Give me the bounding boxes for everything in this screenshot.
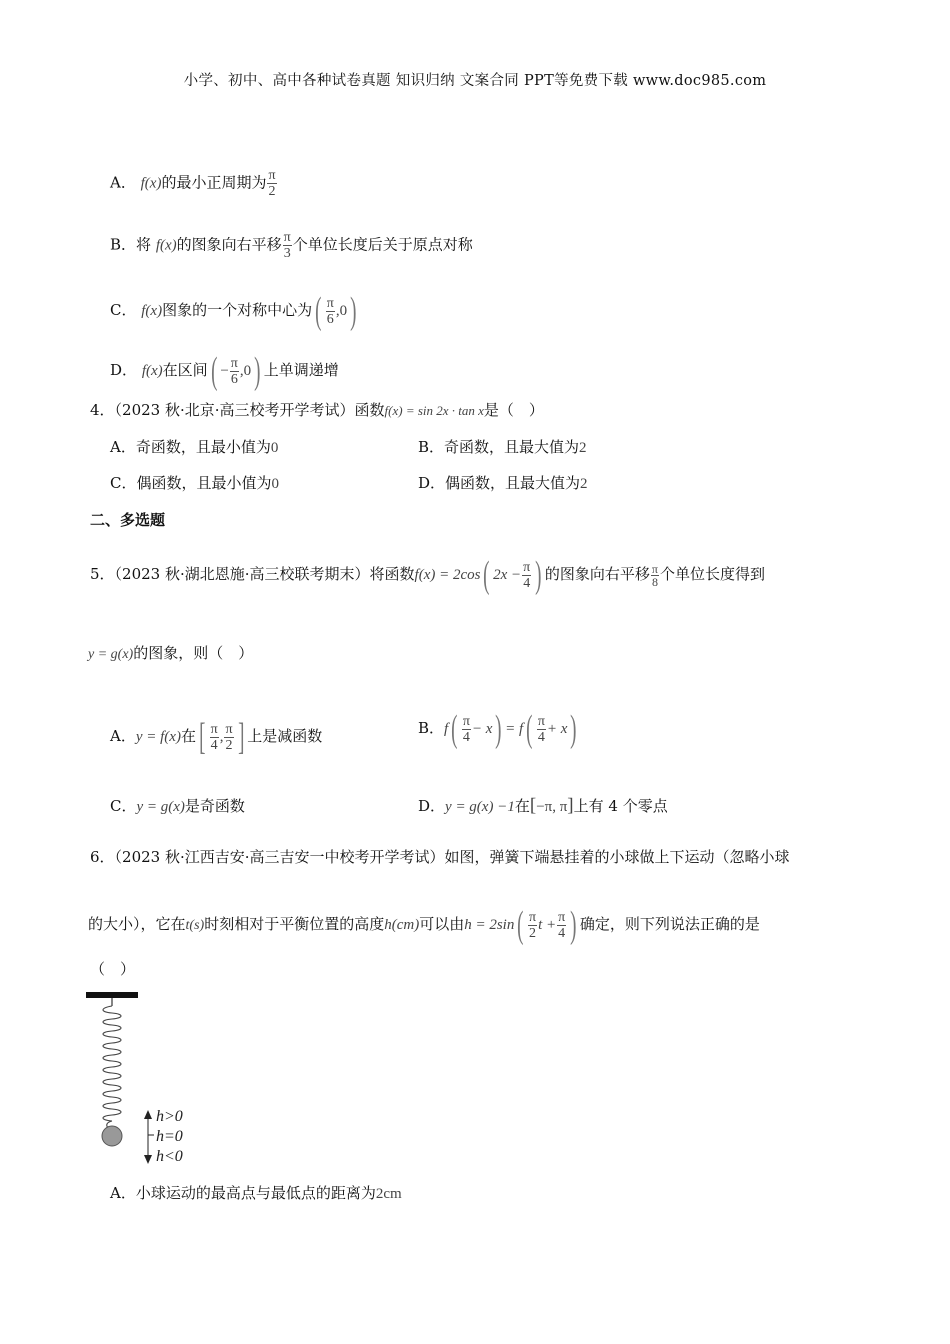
frac-den: 2 [529,925,537,941]
math-func: f(x) = 2cos [414,567,481,583]
option-text: 图象的一个对称中心为 [162,301,313,319]
frac-num: π [529,909,537,925]
fraction [224,722,233,753]
frac-den: 4 [210,737,218,753]
frac-den: 6 [326,311,334,327]
math-func: y = g(x) −1 [445,799,515,815]
q5-option-c [110,795,245,818]
paren-right: ) [495,708,502,750]
option-label: D． [110,361,138,379]
math-fx: f(x) [140,175,162,192]
label-h-zero: h=0 [156,1128,183,1145]
frac-num: π [225,721,233,737]
frac-num: π [326,295,334,311]
q3-option-a [110,168,278,199]
comma: , [219,729,224,745]
q6-stem-line3: （ ） [90,960,136,978]
fraction [522,560,531,591]
frac-num: π [210,721,218,737]
bracket-left: [ [199,716,206,758]
option-label: C． [110,797,137,815]
frac-den: 4 [462,729,470,745]
question-text: （2023 秋·北京·高三校考开学考试）函数 [114,401,385,419]
frac-num: π [268,168,276,183]
section-title: 二、多选题 [90,511,166,529]
question-text: 时刻相对于平衡位置的高度 [204,915,385,933]
math-fx: f(x) [141,363,163,379]
option-text: 上有 4 个零点 [573,797,668,815]
math-func: y = f(x) [135,729,181,745]
q4-option-b [418,436,587,459]
fraction [651,563,659,588]
ball [102,1126,122,1146]
frac-num: π [462,713,470,729]
math-func: + x [546,721,568,737]
q4-option-c [110,472,279,495]
frac-num: π [283,230,291,245]
question-text: （2023 秋·湖北恩施·高三校联考期末）将函数 [114,565,415,583]
option-text: C．偶函数，且最小值为 [110,474,272,492]
frac-num: π [537,713,545,729]
question-text: 的图象向右平移 [544,565,650,583]
math-value: 2cm [375,1186,402,1202]
frac-den: 4 [537,729,545,745]
frac-den: 4 [523,575,531,591]
math-value: 0 [270,440,279,456]
label-h-negative: h<0 [156,1148,183,1165]
math-func: h = 2sin [464,917,515,933]
option-text: A．奇函数，且最小值为 [110,438,271,456]
q4-option-a [110,436,278,459]
question-text: 的大小），它在 [88,915,186,933]
fraction [528,910,537,941]
math-text: ,0 [335,303,348,319]
frac-den: 4 [558,925,566,941]
fraction [537,714,546,745]
math-text: ,0 [239,363,252,379]
frac-num: π [558,909,566,925]
bracket-left: [ [529,795,537,816]
math-fx: f(x) [141,303,163,319]
fraction [557,910,566,941]
frac-den: 2 [268,184,276,199]
paren-left: ( [210,350,218,392]
paren-right: ) [350,290,357,332]
question-text: 的图象，则（ ） [133,644,254,662]
frac-num: π [230,355,238,371]
arrow-down-icon [144,1155,152,1164]
math-func: = f [505,721,524,737]
q5-stem [90,556,765,594]
question-number: 4． [90,401,115,419]
bracket-right: ] [237,716,245,758]
paren-left: ( [451,708,458,750]
question-text: （2023 秋·江西吉安·高三吉安一中校考开学考试）如图，弹簧下端悬挂着的小球做上下运动（忽略小球 [114,848,790,866]
question-text: 确定，则下列说法正确的是 [579,915,760,933]
option-text: A．小球运动的最高点与最低点的距离为 [110,1184,376,1202]
fraction [462,714,471,745]
spring-coil [103,1006,121,1121]
math-value: 2 [579,440,587,456]
math-value: 2 [580,476,588,492]
math-func: y = g(x) [88,647,134,662]
paren-left: ( [315,290,322,332]
option-text: 的图象向右平移 [176,235,282,254]
paren-left: ( [483,554,490,596]
spring-figure [84,988,214,1168]
option-text: 将 [136,235,152,254]
frac-num: π [651,561,658,576]
option-text: D．偶函数，且最大值为 [418,474,581,492]
math-var: t(s) [185,918,205,933]
fraction [230,356,239,387]
paren-right: ) [254,350,261,392]
q3-option-d [110,352,339,390]
option-label: A． [110,173,136,192]
fraction [326,296,335,327]
q5-option-b [418,710,580,748]
bracket-right: ] [567,795,574,816]
paren-left: ( [517,904,524,946]
option-text: 上是减函数 [247,727,323,745]
option-text: 上单调递增 [263,361,339,379]
math-fx: f(x) [155,237,177,254]
label-h-positive: h>0 [156,1108,183,1125]
frac-den: 2 [225,737,233,753]
fraction [267,168,276,199]
frac-den: 6 [230,371,238,387]
q5-option-d [418,795,668,818]
q6-stem-line2 [88,906,760,944]
q6-option-a [110,1182,402,1205]
option-label: D． [418,797,446,815]
option-label: C． [110,301,137,319]
q6-stem-line1 [90,846,790,868]
q5-option-a [110,718,322,756]
option-text: 在区间 [162,361,208,379]
option-label: B． [110,235,137,254]
question-text: 个单位长度得到 [659,565,765,583]
q3-option-c [110,292,360,330]
question-text: 可以由 [419,915,465,933]
option-label: A． [110,727,136,745]
paren-right: ) [535,554,542,596]
math-func: − x [471,721,493,737]
question-number: 5． [90,565,115,583]
paren-right: ) [570,708,577,750]
paren-left: ( [526,708,533,750]
q4-option-d [418,472,588,495]
math-func: 2x − [493,567,522,583]
math-interval: −π, π [536,799,568,815]
frac-den: 8 [651,574,658,589]
arrow-up-icon [144,1110,152,1119]
fraction [283,230,292,261]
option-label: B． [418,719,445,737]
frac-den: 3 [283,246,291,261]
q3-option-b [110,230,473,261]
q4-stem [90,399,544,422]
option-text: 在 [180,727,196,745]
option-text: 是奇函数 [184,797,245,815]
paren-right: ) [570,904,577,946]
math-value: 0 [271,476,279,492]
q5-stem-line2 [88,642,253,666]
option-text: 个单位长度后关于原点对称 [292,235,473,254]
math-var: h(cm) [384,917,420,933]
math-func: y = g(x) [136,799,185,815]
math-func: f [444,721,449,737]
question-number: 6． [90,848,115,866]
question-text: 是（ ） [483,401,544,419]
option-text: B．奇函数，且最大值为 [418,438,580,456]
fraction [210,722,219,753]
option-text: 在 [514,797,530,815]
option-text: 的最小正周期为 [161,173,267,192]
ceiling-bar [86,992,138,998]
math-func: t + [538,917,557,933]
math-text: − [220,363,229,379]
math-func: f(x) = sin 2x · tan x [384,403,484,418]
frac-num: π [523,559,531,575]
page-header: 小学、初中、高中各种试卷真题 知识归纳 文案合同 PPT等免费下载 www.doc985.com [183,73,767,89]
